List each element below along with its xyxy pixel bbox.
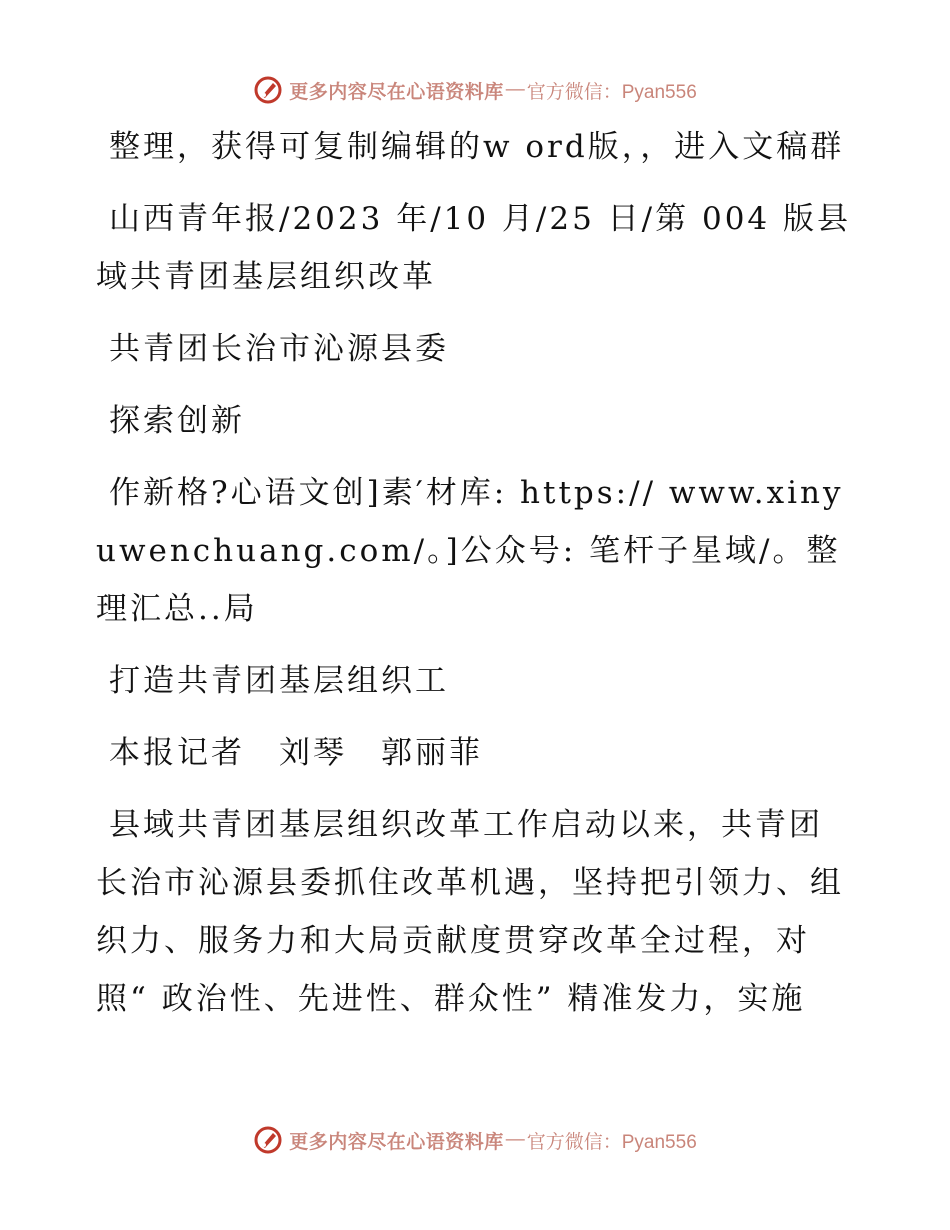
- footer-banner-dash: —: [505, 1129, 525, 1150]
- paragraph-heading: 打造共青团基层组织工: [109, 663, 449, 699]
- header-banner-dash: —: [505, 79, 525, 100]
- header-banner-text: 更多内容尽在心语资料库: [289, 80, 504, 103]
- paragraph-watermark-note: 作新格?心语文创]素′材库: https:// www.xinyuwenchuang.com/。]公众号: 笔杆子星域/。整理汇总..局: [96, 475, 844, 627]
- paragraph-intro: 整理，获得可复制编辑的w ord版，，进入文稿群: [109, 129, 845, 165]
- paragraph-subtitle: 探索创新: [109, 403, 245, 439]
- paragraph-org: 共青团长治市沁源县委: [109, 331, 449, 367]
- header-banner: [0, 70, 950, 110]
- pen-circle-logo-icon: [253, 1125, 283, 1155]
- footer-banner-contact: 官方微信：Pyan556: [526, 1131, 697, 1153]
- document-body: [96, 118, 856, 1042]
- header-banner-contact: 官方微信：Pyan556: [526, 81, 697, 103]
- paragraph-byline: 本报记者 刘琴 郭丽菲: [109, 735, 483, 771]
- pen-circle-logo-icon: [253, 75, 283, 105]
- paragraph-source: 山西青年报/2023 年/10 月/25 日/第 004 版县域共青团基层组织改革: [96, 201, 852, 295]
- footer-banner: [0, 1120, 950, 1160]
- footer-banner-text: 更多内容尽在心语资料库: [289, 1130, 504, 1153]
- paragraph-body: 县域共青团基层组织改革工作启动以来，共青团长治市沁源县委抓住改革机遇，坚持把引领力、组织力、服务力和大局贡献度贯穿改革全过程，对照“ 政治性、先进性、群众性” 精准发力，实施: [96, 807, 844, 1017]
